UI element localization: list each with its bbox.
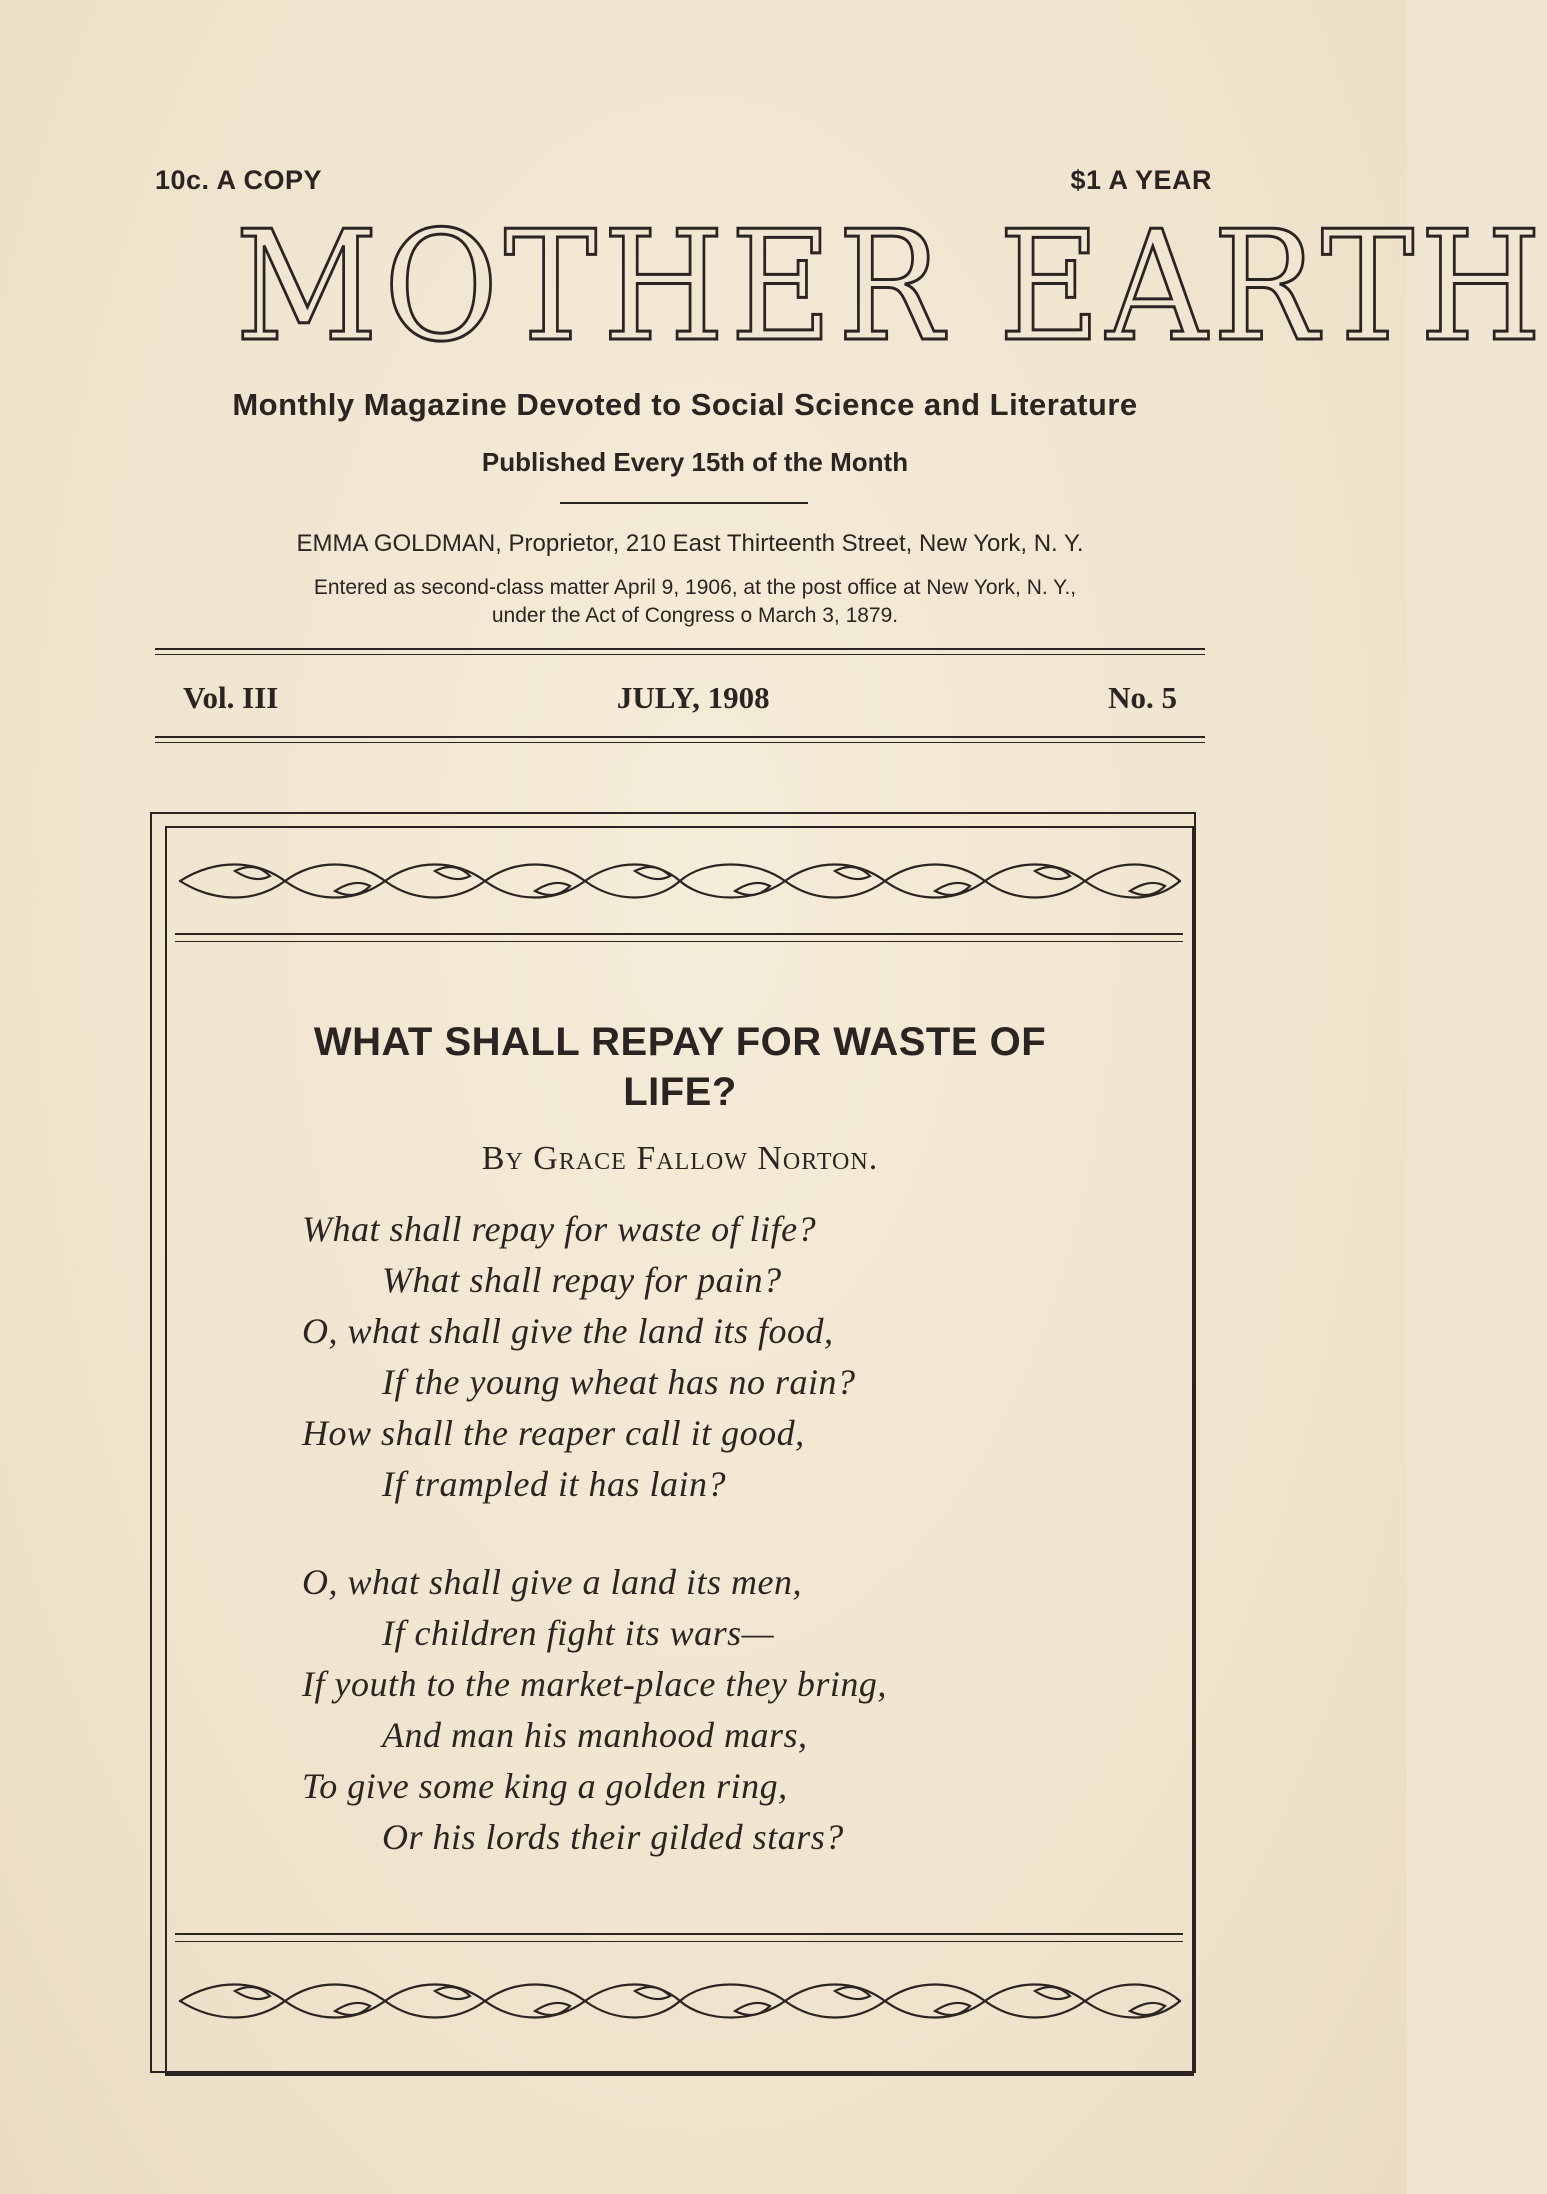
- double-rule-top-a: [155, 648, 1205, 650]
- issue-date: JULY, 1908: [616, 680, 770, 715]
- poem-line: How shall the reaper call it good,: [302, 1413, 805, 1453]
- price-per-copy: 10c. A COPY: [155, 165, 323, 195]
- double-rule-bottom-b: [155, 742, 1205, 743]
- poem-title-line-2: LIFE?: [623, 1070, 737, 1114]
- short-divider: [560, 502, 808, 504]
- poem-title-line-1: WHAT SHALL REPAY FOR WASTE OF: [313, 1020, 1047, 1064]
- poem-line: What shall repay for waste of life?: [302, 1209, 817, 1249]
- double-rule-bottom-a: [155, 736, 1205, 738]
- price-row: [155, 165, 1212, 196]
- poem-stanza-2: [302, 1557, 887, 1863]
- publication-schedule: Published Every 15th of the Month: [481, 447, 909, 477]
- poem-line: If children fight its wars—: [382, 1613, 775, 1653]
- poem-top-rule-a: [175, 933, 1183, 935]
- poem-line: O, what shall give the land its food,: [302, 1311, 834, 1351]
- poem-byline: By Grace Fallow Norton.: [481, 1140, 879, 1177]
- volume-label: Vol. III: [183, 680, 279, 715]
- poem-line: If the young wheat has no rain?: [382, 1362, 856, 1402]
- poem-title: [200, 1017, 1160, 1117]
- poem-stanza-1: [302, 1204, 855, 1510]
- poem-line: If trampled it has lain?: [382, 1464, 726, 1504]
- poem-line: O, what shall give a land its men,: [302, 1562, 802, 1602]
- ornament-border-top-icon: [175, 855, 1185, 907]
- proprietor-line: EMMA GOLDMAN, Proprietor, 210 East Thirteenth Street, New York, N. Y.: [296, 530, 1084, 557]
- poem-line: To give some king a golden ring,: [302, 1766, 788, 1806]
- ornament-border-bottom-icon: [175, 1975, 1185, 2027]
- price-per-year: $1 A YEAR: [1070, 165, 1212, 195]
- poem-bottom-rule-a: [175, 1933, 1183, 1935]
- poem-line: And man his manhood mars,: [382, 1715, 808, 1755]
- masthead-title: MOTHER EARTH: [235, 198, 1547, 375]
- magazine-subtitle: Monthly Magazine Devoted to Social Science and Literature: [232, 387, 1138, 422]
- poem-line: Or his lords their gilded stars?: [382, 1817, 844, 1857]
- poem-bottom-rule-b: [175, 1941, 1183, 1942]
- double-rule-top-b: [155, 654, 1205, 655]
- issue-number: No. 5: [1108, 680, 1177, 715]
- poem-line: What shall repay for pain?: [382, 1260, 782, 1300]
- postal-entry-line-1: Entered as second-class matter April 9, 1906, at the post office at New York, N. Y.,: [313, 576, 1077, 599]
- postal-entry-notice: [165, 574, 1225, 630]
- poem-line: If youth to the market-place they bring,: [302, 1664, 887, 1704]
- issue-info-row: [183, 680, 1177, 716]
- postal-entry-line-2: under the Act of Congress o March 3, 1879.: [491, 604, 899, 627]
- poem-top-rule-b: [175, 941, 1183, 942]
